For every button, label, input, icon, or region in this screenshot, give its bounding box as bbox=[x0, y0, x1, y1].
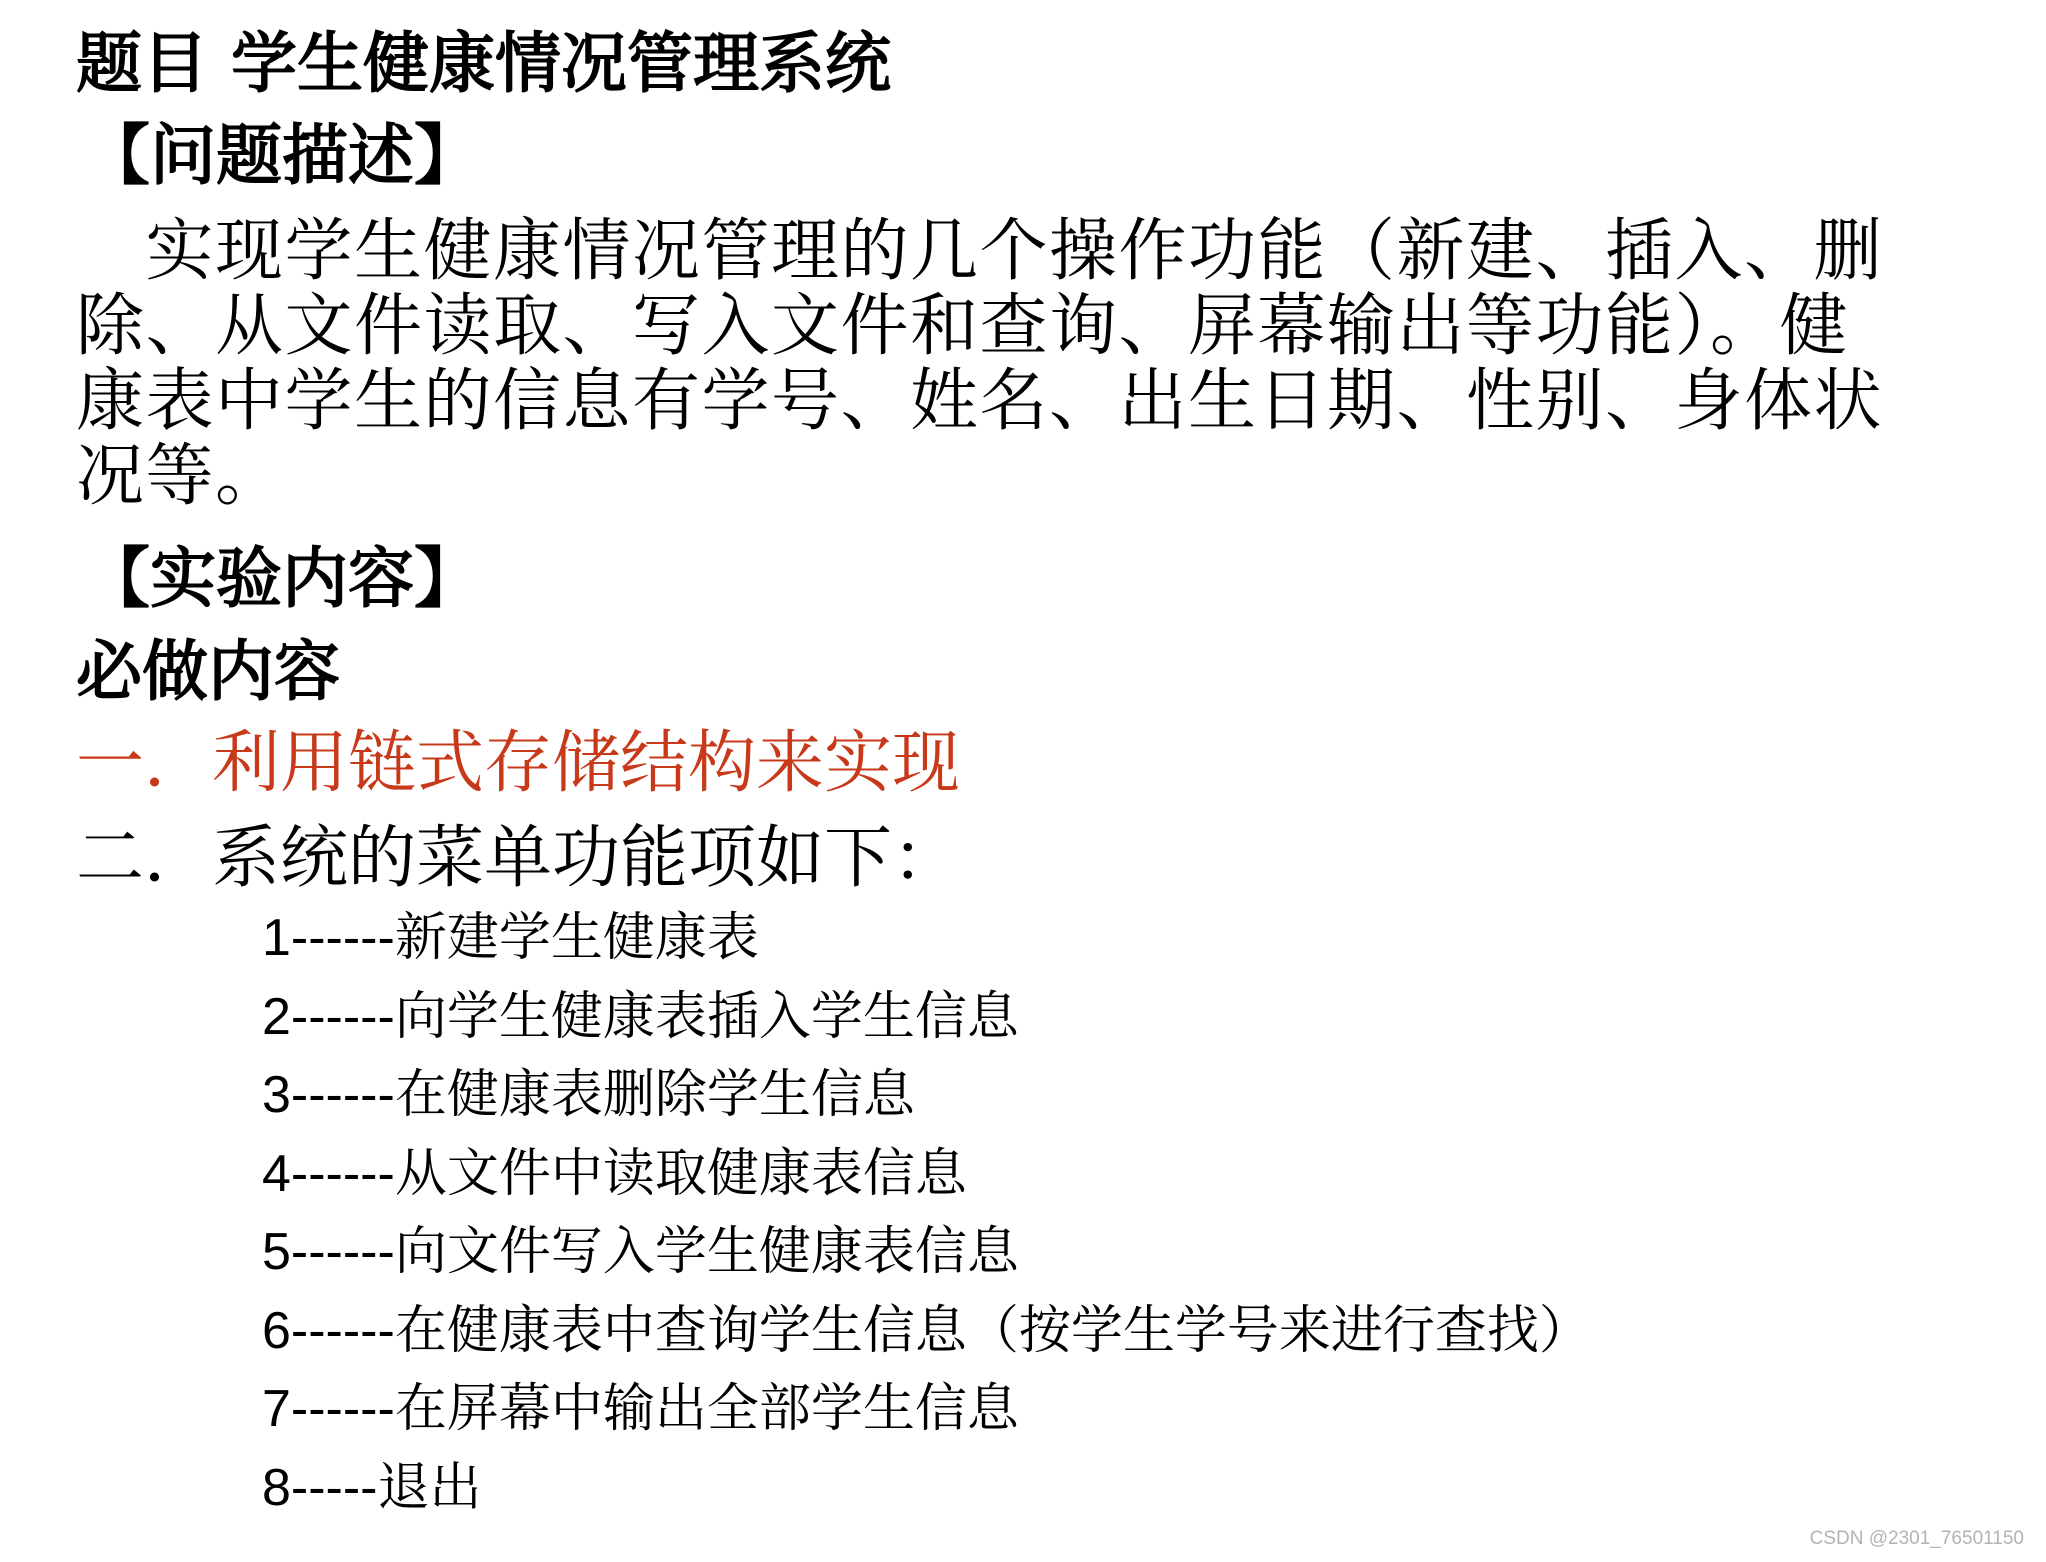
problem-description-line: 况等。 bbox=[76, 437, 285, 516]
menu-item-label: 在健康表删除学生信息 bbox=[394, 1065, 915, 1125]
required-heading: 必做内容 bbox=[76, 632, 340, 710]
menu-item-number: 4------ bbox=[262, 1144, 395, 1203]
menu-item bbox=[262, 1300, 1591, 1384]
menu-item bbox=[262, 908, 1591, 991]
page-title: 题目 学生健康情况管理系统 bbox=[76, 24, 891, 102]
menu-item-label: 新建学生健康表 bbox=[394, 908, 759, 968]
problem-description-line: 除、从文件读取、写入文件和查询、屏幕输出等功能）。健 bbox=[76, 287, 1850, 366]
problem-heading: 【问题描述】 bbox=[84, 116, 480, 194]
problem-description-line: 实现学生健康情况管理的几个操作功能（新建、插入、删 bbox=[76, 212, 1884, 291]
menu-item-label: 在健康表中查询学生信息（按学生学号来进行查找） bbox=[394, 1300, 1591, 1361]
menu-item bbox=[262, 1457, 1591, 1541]
menu-item-label: 向学生健康表插入学生信息 bbox=[394, 986, 1019, 1047]
menu-item bbox=[262, 986, 1591, 1070]
menu-item-label: 向文件写入学生健康表信息 bbox=[394, 1222, 1019, 1282]
required-item-linked-storage: 一．利用链式存储结构来实现 bbox=[76, 724, 961, 803]
menu-item-number: 7------ bbox=[262, 1380, 395, 1438]
menu-item bbox=[262, 1065, 1591, 1148]
menu-function-list bbox=[262, 908, 1591, 1540]
required-item-menu-functions: 二．系统的菜单功能项如下： bbox=[76, 819, 961, 898]
menu-item bbox=[262, 1222, 1591, 1305]
menu-item-number: 3------ bbox=[262, 1066, 395, 1124]
experiment-heading: 【实验内容】 bbox=[84, 539, 480, 617]
menu-item-label: 在屏幕中输出全部学生信息 bbox=[394, 1379, 1019, 1439]
menu-item-number: 5------ bbox=[262, 1223, 395, 1281]
menu-item-number: 2------ bbox=[262, 987, 395, 1046]
menu-item-label: 从文件中读取健康表信息 bbox=[394, 1143, 967, 1204]
problem-description-line: 康表中学生的信息有学号、姓名、出生日期、性别、身体状 bbox=[76, 362, 1884, 441]
menu-item-number: 6------ bbox=[262, 1301, 395, 1360]
menu-item bbox=[262, 1379, 1591, 1462]
watermark: CSDN @2301_76501150 bbox=[1809, 1528, 2024, 1549]
menu-item-label: 退出 bbox=[377, 1457, 482, 1518]
menu-item-number: 8----- bbox=[262, 1458, 378, 1517]
menu-item-number: 1------ bbox=[262, 909, 395, 967]
menu-item bbox=[262, 1143, 1591, 1227]
